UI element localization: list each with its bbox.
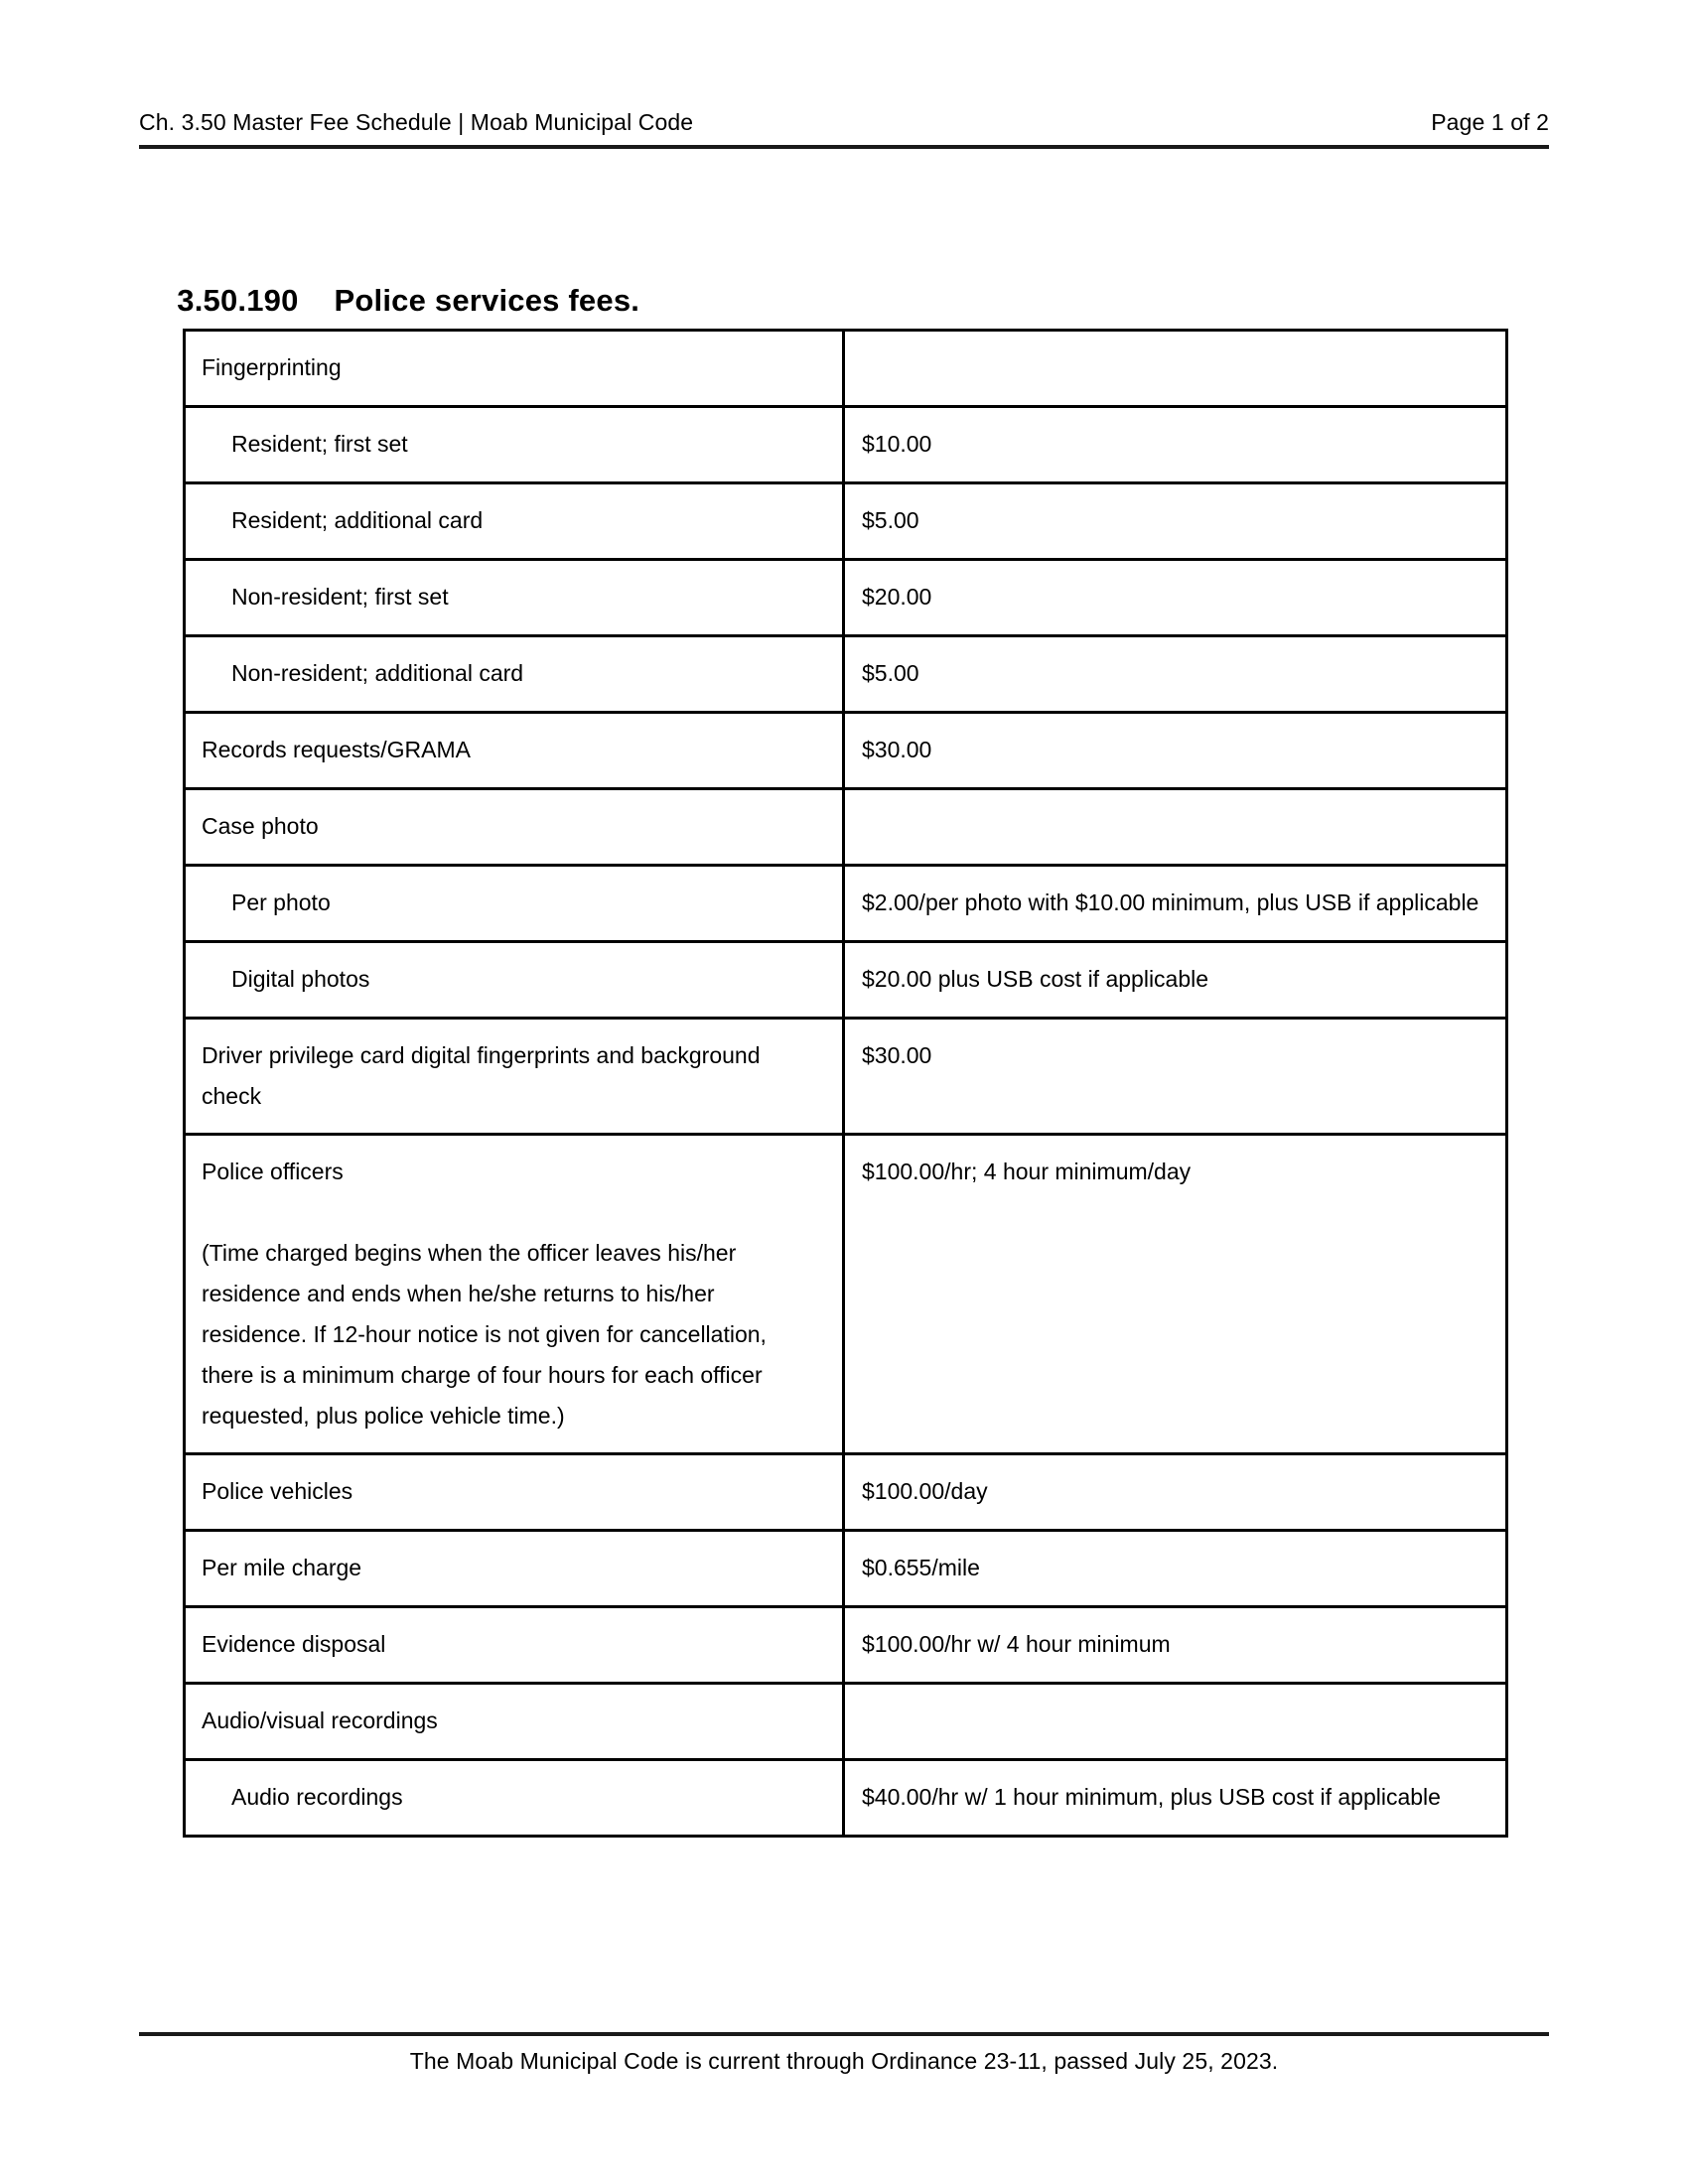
fee-amount: $30.00 [862, 737, 932, 762]
fee-amount: $100.00/hr w/ 4 hour minimum [862, 1631, 1171, 1657]
fee-amount: $5.00 [862, 660, 919, 686]
fee-amount: $20.00 [862, 584, 932, 610]
fee-item-label: Records requests/GRAMA [202, 737, 471, 762]
fee-amount: $40.00/hr w/ 1 hour minimum, plus USB cost if applicable [862, 1784, 1441, 1810]
table-row [185, 1454, 1507, 1531]
fee-item-label-cell [185, 1454, 844, 1531]
fee-item-label-cell [185, 1760, 844, 1837]
fee-item-label-cell [185, 483, 844, 560]
fee-item-label: Non-resident; first set [231, 584, 449, 610]
fee-item-label: Driver privilege card digital fingerprints and background check [202, 1042, 761, 1109]
fee-amount-cell [844, 1684, 1507, 1760]
fee-amount-cell [844, 1019, 1507, 1135]
table-row [185, 1607, 1507, 1684]
fee-item-label: Non-resident; additional card [231, 660, 524, 686]
fee-item-label-cell [185, 407, 844, 483]
fee-amount: $100.00/day [862, 1478, 988, 1504]
fee-amount-cell [844, 866, 1507, 942]
page-footer: The Moab Municipal Code is current through Ordinance 23-11, passed July 25, 2023. [409, 2048, 1279, 2074]
fee-amount-cell [844, 331, 1507, 407]
table-row [185, 1531, 1507, 1607]
section-number: 3.50.190 [177, 283, 299, 318]
fee-item-label-cell [185, 942, 844, 1019]
table-row [185, 636, 1507, 713]
fee-amount: $0.655/mile [862, 1555, 980, 1580]
fee-item-label: Per mile charge [202, 1555, 362, 1580]
running-header [139, 107, 1549, 137]
header-document-title: Ch. 3.50 Master Fee Schedule | Moab Municipal Code [139, 109, 694, 135]
section-title: Police services fees. [334, 283, 640, 318]
table-row [185, 331, 1507, 407]
table-row [185, 713, 1507, 789]
fee-amount-cell [844, 789, 1507, 866]
fee-item-label-cell [185, 636, 844, 713]
fee-amount-cell [844, 1135, 1507, 1454]
table-row [185, 1684, 1507, 1760]
table-row [185, 407, 1507, 483]
fee-amount-cell [844, 1760, 1507, 1837]
table-row [185, 789, 1507, 866]
fee-amount: $10.00 [862, 431, 932, 457]
table-row [185, 1760, 1507, 1837]
fee-item-label: Resident; additional card [231, 507, 484, 533]
table-row [185, 483, 1507, 560]
fee-item-label: Police officers [202, 1159, 344, 1184]
fee-item-label-cell [185, 1135, 844, 1454]
fee-amount: $20.00 plus USB cost if applicable [862, 966, 1209, 992]
fee-amount-cell [844, 636, 1507, 713]
fee-item-label-cell [185, 331, 844, 407]
fee-item-label: Case photo [202, 813, 319, 839]
fee-item-label: Evidence disposal [202, 1631, 386, 1657]
fee-item-label: Fingerprinting [202, 354, 342, 380]
fee-item-label-cell [185, 866, 844, 942]
fee-amount-cell [844, 483, 1507, 560]
fee-item-label-cell [185, 1531, 844, 1607]
fee-amount-cell [844, 713, 1507, 789]
table-row [185, 1019, 1507, 1135]
fee-amount-cell [844, 407, 1507, 483]
fee-amount: $5.00 [862, 507, 919, 533]
fee-amount-cell [844, 560, 1507, 636]
fee-amount: $100.00/hr; 4 hour minimum/day [862, 1159, 1192, 1184]
fee-item-label: Audio/visual recordings [202, 1707, 438, 1733]
fee-item-label: Resident; first set [231, 431, 408, 457]
fee-table-body [185, 331, 1507, 1837]
fee-item-label-cell [185, 789, 844, 866]
fee-item-note: (Time charged begins when the officer leaves his/her residence and ends when he/she returns to his/her residence. If 12-hour notice is not given for cancellation, there is a minimum charge of four hours for each officer requested, plus police vehicle time.) [202, 1240, 767, 1429]
fee-amount-cell [844, 1454, 1507, 1531]
fee-item-label: Per photo [231, 889, 331, 915]
fee-item-label: Police vehicles [202, 1478, 353, 1504]
fee-amount: $30.00 [862, 1042, 932, 1068]
fee-amount-cell [844, 1607, 1507, 1684]
label-note-spacer [202, 1192, 824, 1233]
fee-item-label: Digital photos [231, 966, 370, 992]
header-page-number: Page 1 of 2 [1431, 109, 1549, 135]
fee-item-label-cell [185, 1684, 844, 1760]
footer-divider-rule [139, 2032, 1549, 2036]
fee-amount-cell [844, 1531, 1507, 1607]
fee-amount-cell [844, 942, 1507, 1019]
table-row [185, 560, 1507, 636]
fee-item-label: Audio recordings [231, 1784, 403, 1810]
table-row [185, 866, 1507, 942]
table-row [185, 1135, 1507, 1454]
fee-item-label-cell [185, 713, 844, 789]
table-row [185, 942, 1507, 1019]
police-services-fee-table [183, 329, 1508, 1838]
fee-item-label-cell [185, 560, 844, 636]
fee-amount: $2.00/per photo with $10.00 minimum, plus USB if applicable [862, 889, 1479, 915]
header-divider-rule [139, 145, 1549, 149]
fee-item-label-cell [185, 1019, 844, 1135]
fee-item-label-cell [185, 1607, 844, 1684]
